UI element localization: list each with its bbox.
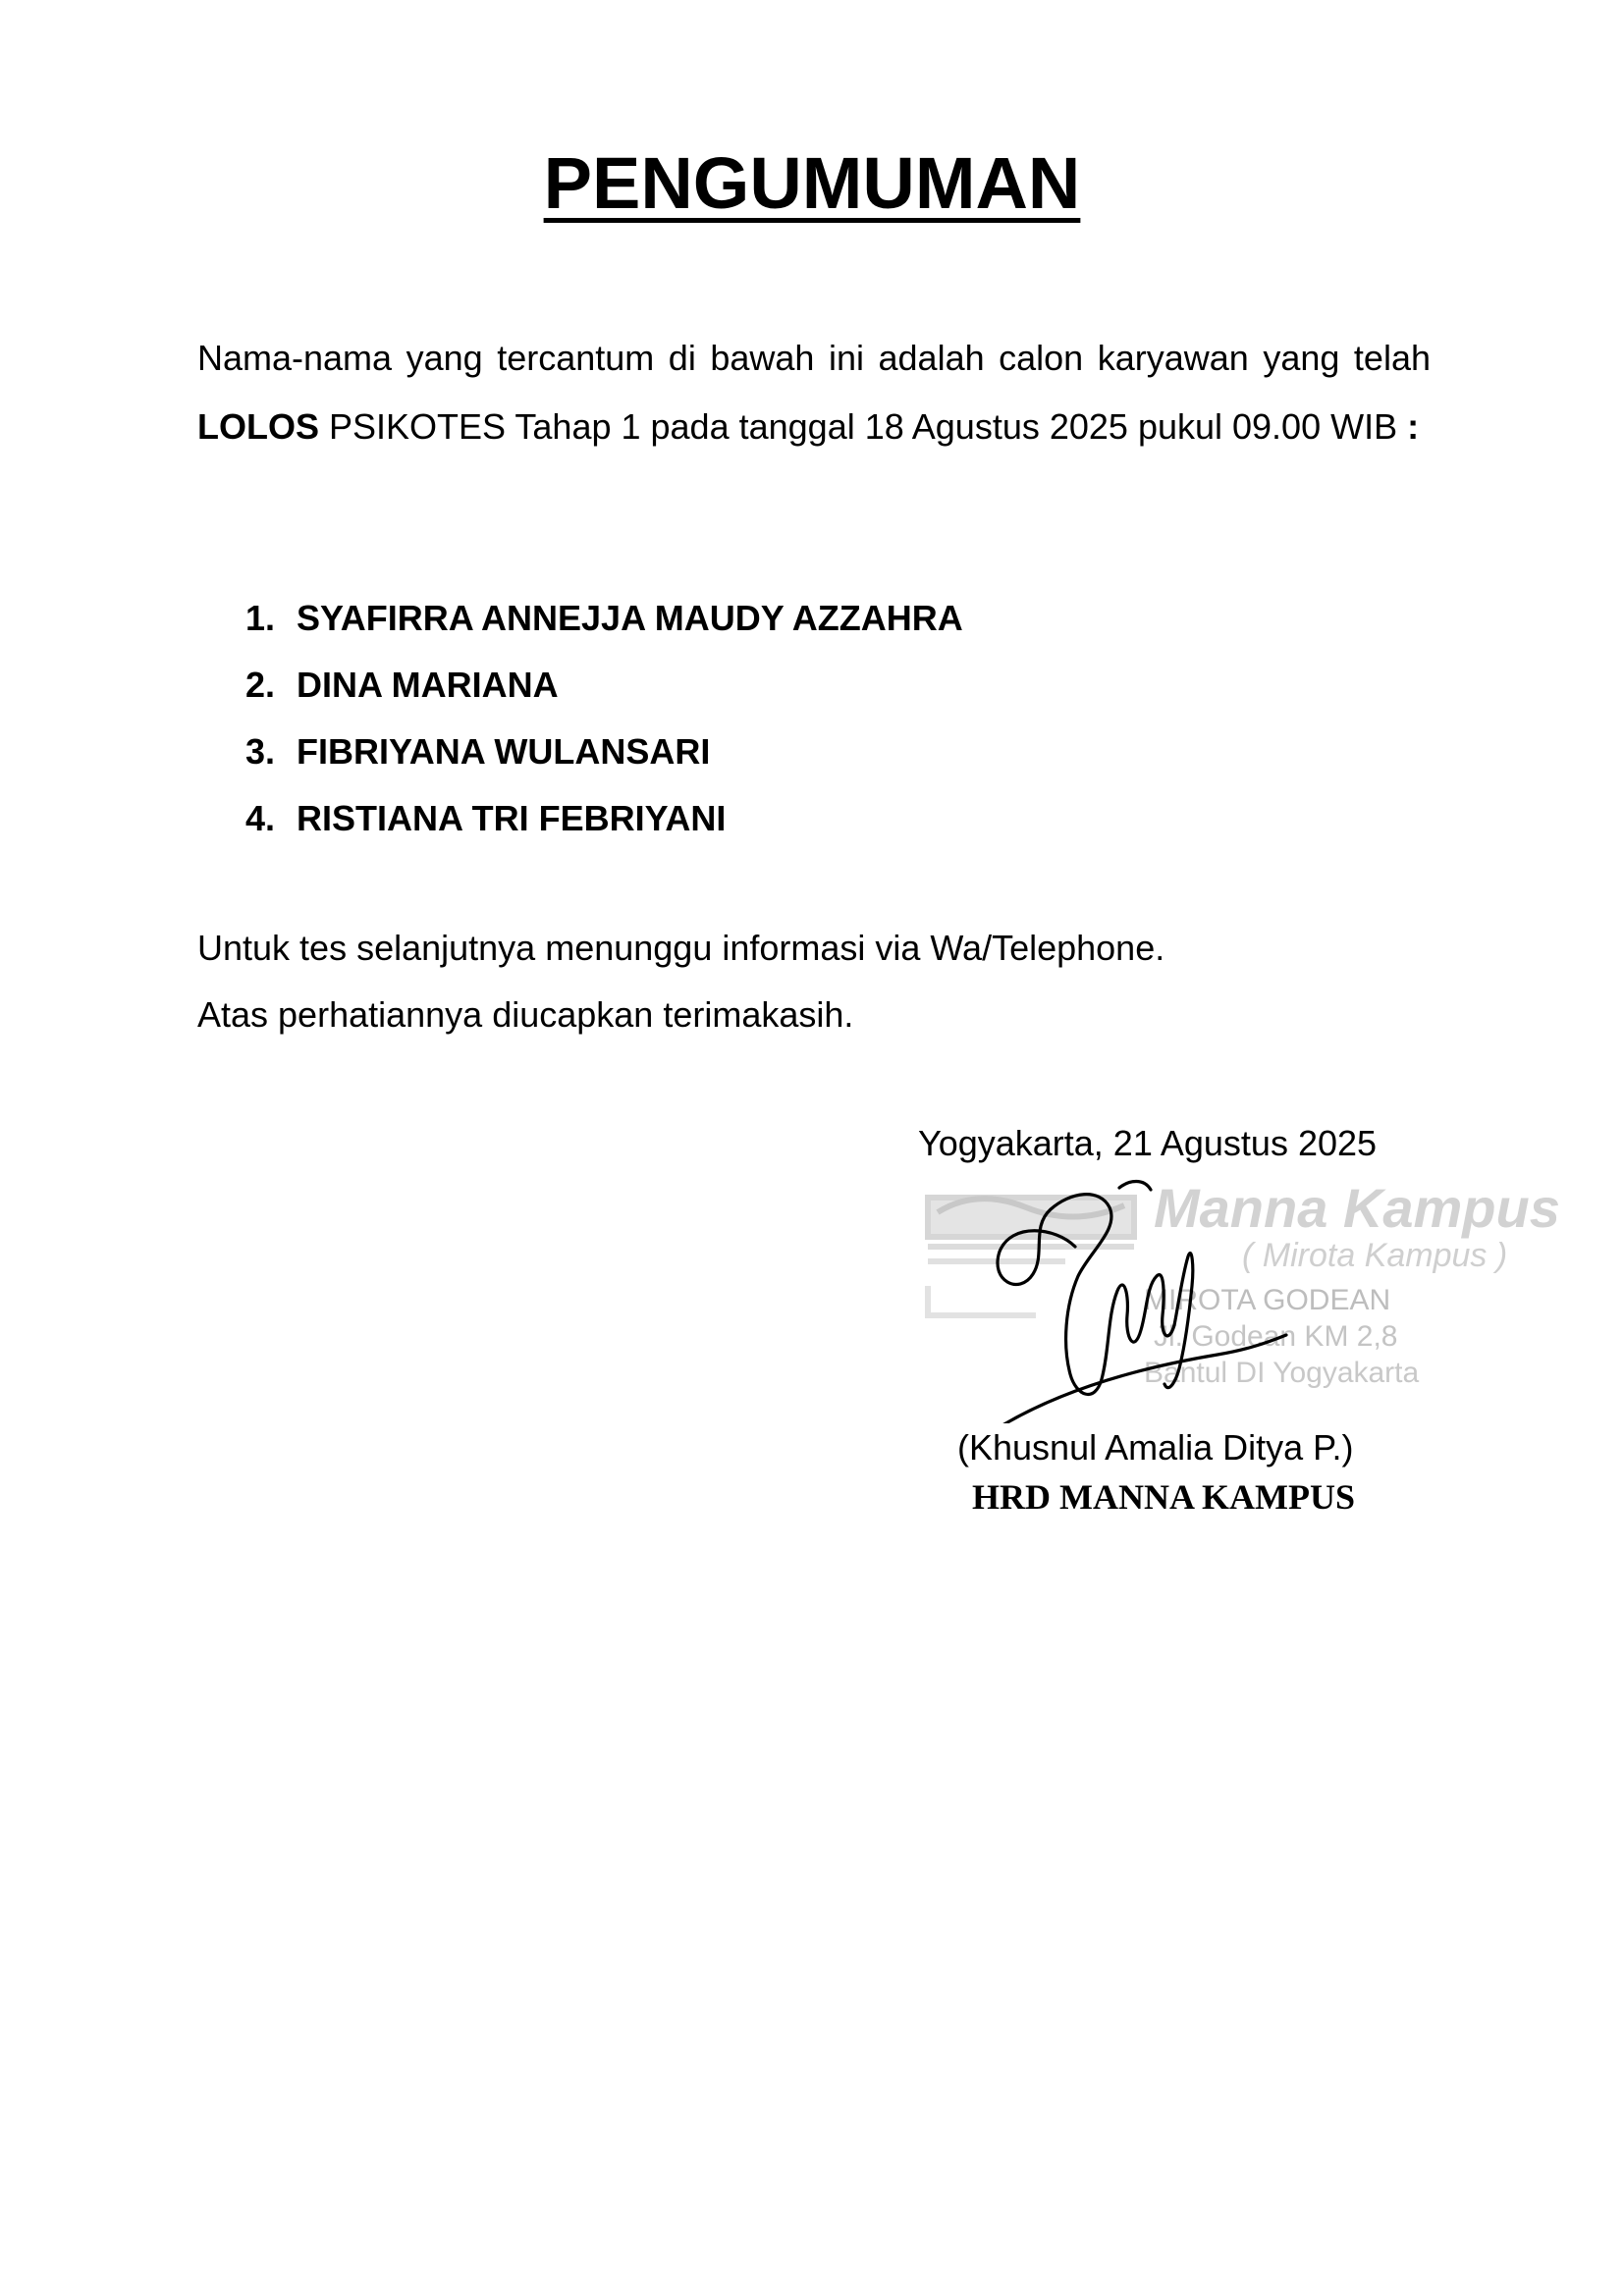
stamp-line-3: Bantul DI Yogyakarta [1144,1357,1420,1389]
list-item-name: SYAFIRRA ANNEJJA MAUDY AZZAHRA [297,598,963,638]
signer-role: HRD MANNA KAMPUS [972,1477,1355,1517]
list-item-number: 1. [245,598,276,638]
intro-paragraph [197,324,1431,461]
signer-name: (Khusnul Amalia Ditya P.) [957,1427,1354,1468]
closing-line-thanks: Atas perhatiannya diucapkan terimakasih. [197,994,854,1035]
intro-text-end: PSIKOTES Tahap 1 pada tanggal 18 Agustus 2025 pukul 09.00 WIB [319,406,1408,447]
list-item-number: 4. [245,798,276,838]
stamp-brand: Manna Kampus [1154,1177,1560,1239]
intro-colon: : [1407,406,1420,447]
place-date: Yogyakarta, 21 Agustus 2025 [918,1123,1378,1163]
list-item-number: 2. [245,665,276,705]
list-item-name: RISTIANA TRI FEBRIYANI [297,798,727,838]
list-item-name: DINA MARIANA [297,665,559,705]
intro-text-start: Nama-nama yang tercantum di bawah ini adalah calon karyawan yang telah [197,338,1431,378]
list-item [245,719,963,785]
stamp-subtitle: ( Mirota Kampus ) [1242,1237,1508,1274]
intro-bold-lolos: LOLOS [197,406,319,447]
stamp-line-1: MIROTA GODEAN [1144,1284,1391,1316]
list-item [245,652,963,719]
handwritten-signature [972,1168,1296,1423]
closing-line-info: Untuk tes selanjutnya menunggu informasi via Wa/Telephone. [197,928,1165,968]
closing-text [197,915,1164,1048]
candidate-list [245,585,963,852]
list-item-number: 3. [245,731,276,772]
stamp-line-2: Jl. Godean KM 2,8 [1154,1320,1398,1353]
title-text: PENGUMUMAN [543,142,1081,224]
list-item [245,585,963,652]
page-title [0,142,1624,224]
signature-icon [972,1168,1296,1423]
list-item [245,785,963,852]
list-item-name: FIBRIYANA WULANSARI [297,731,711,772]
